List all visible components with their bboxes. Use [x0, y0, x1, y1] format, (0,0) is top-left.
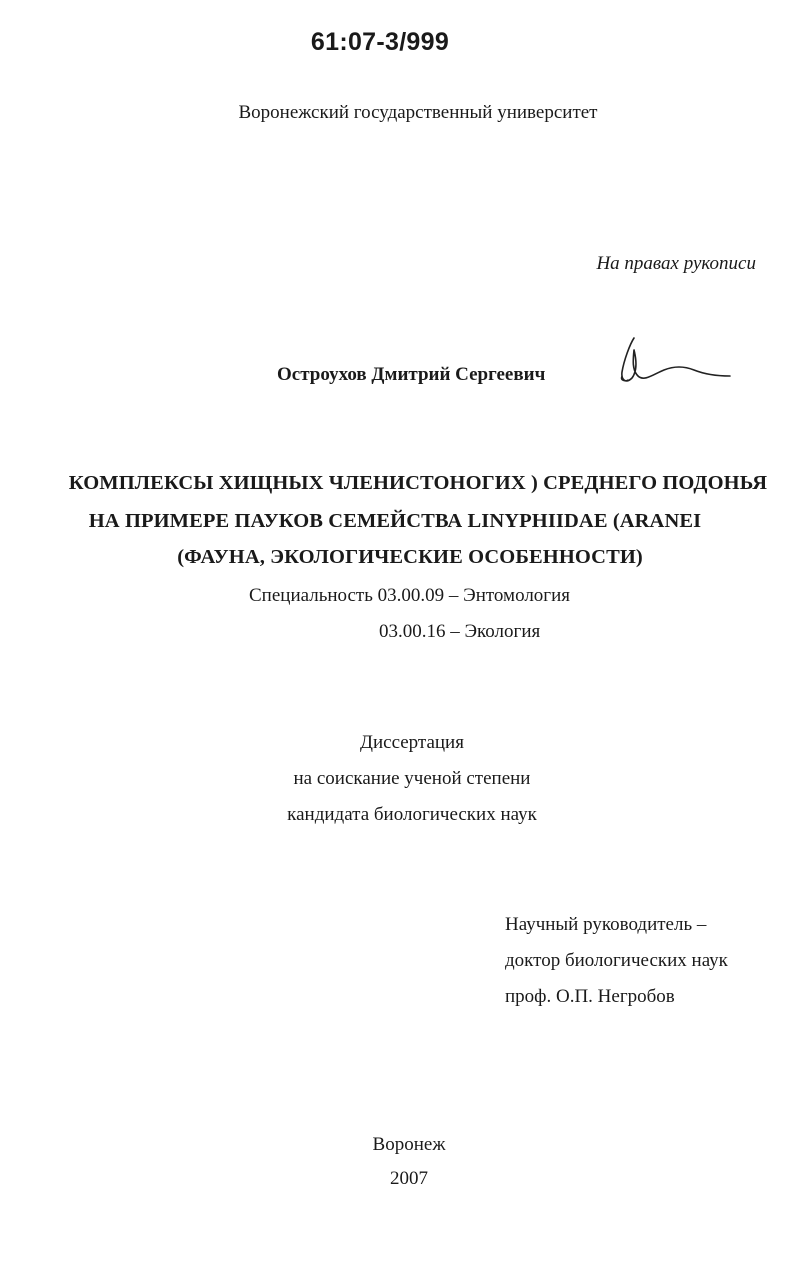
supervisor-line-1: Научный руководитель – [505, 914, 707, 935]
university-name: Воронежский государственный университет [238, 102, 598, 123]
supervisor-line-2: доктор биологических наук [505, 950, 728, 971]
signature-image [612, 330, 736, 390]
supervisor-line-3: проф. О.П. Негробов [505, 986, 675, 1007]
specialty-line-2: 03.00.16 – Экология [379, 621, 541, 642]
title-line-1: КОМПЛЕКСЫ ХИЩНЫХ ЧЛЕНИСТОНОГИХ ) СРЕДНЕГО ПОДОНЬЯ [68, 472, 768, 494]
dissertation-line-2: на соискание ученой степени [293, 768, 531, 789]
specialty-line-1: Специальность 03.00.09 – Энтомология [249, 585, 571, 606]
year: 2007 [390, 1168, 428, 1189]
catalog-number: 61:07-3/999 [310, 28, 450, 56]
city: Воронеж [372, 1134, 446, 1155]
title-line-2: НА ПРИМЕРЕ ПАУКОВ СЕМЕЙСТВА LINYPHIIDAE (ARANEI [88, 510, 702, 532]
author-name: Остроухов Дмитрий Сергеевич [277, 364, 546, 385]
dissertation-line-3: кандидата биологических наук [287, 804, 537, 825]
dissertation-line-1: Диссертация [360, 732, 464, 753]
rights-note: На правах рукописи [596, 253, 756, 274]
title-line-3: (ФАУНА, ЭКОЛОГИЧЕСКИЕ ОСОБЕННОСТИ) [177, 546, 643, 568]
